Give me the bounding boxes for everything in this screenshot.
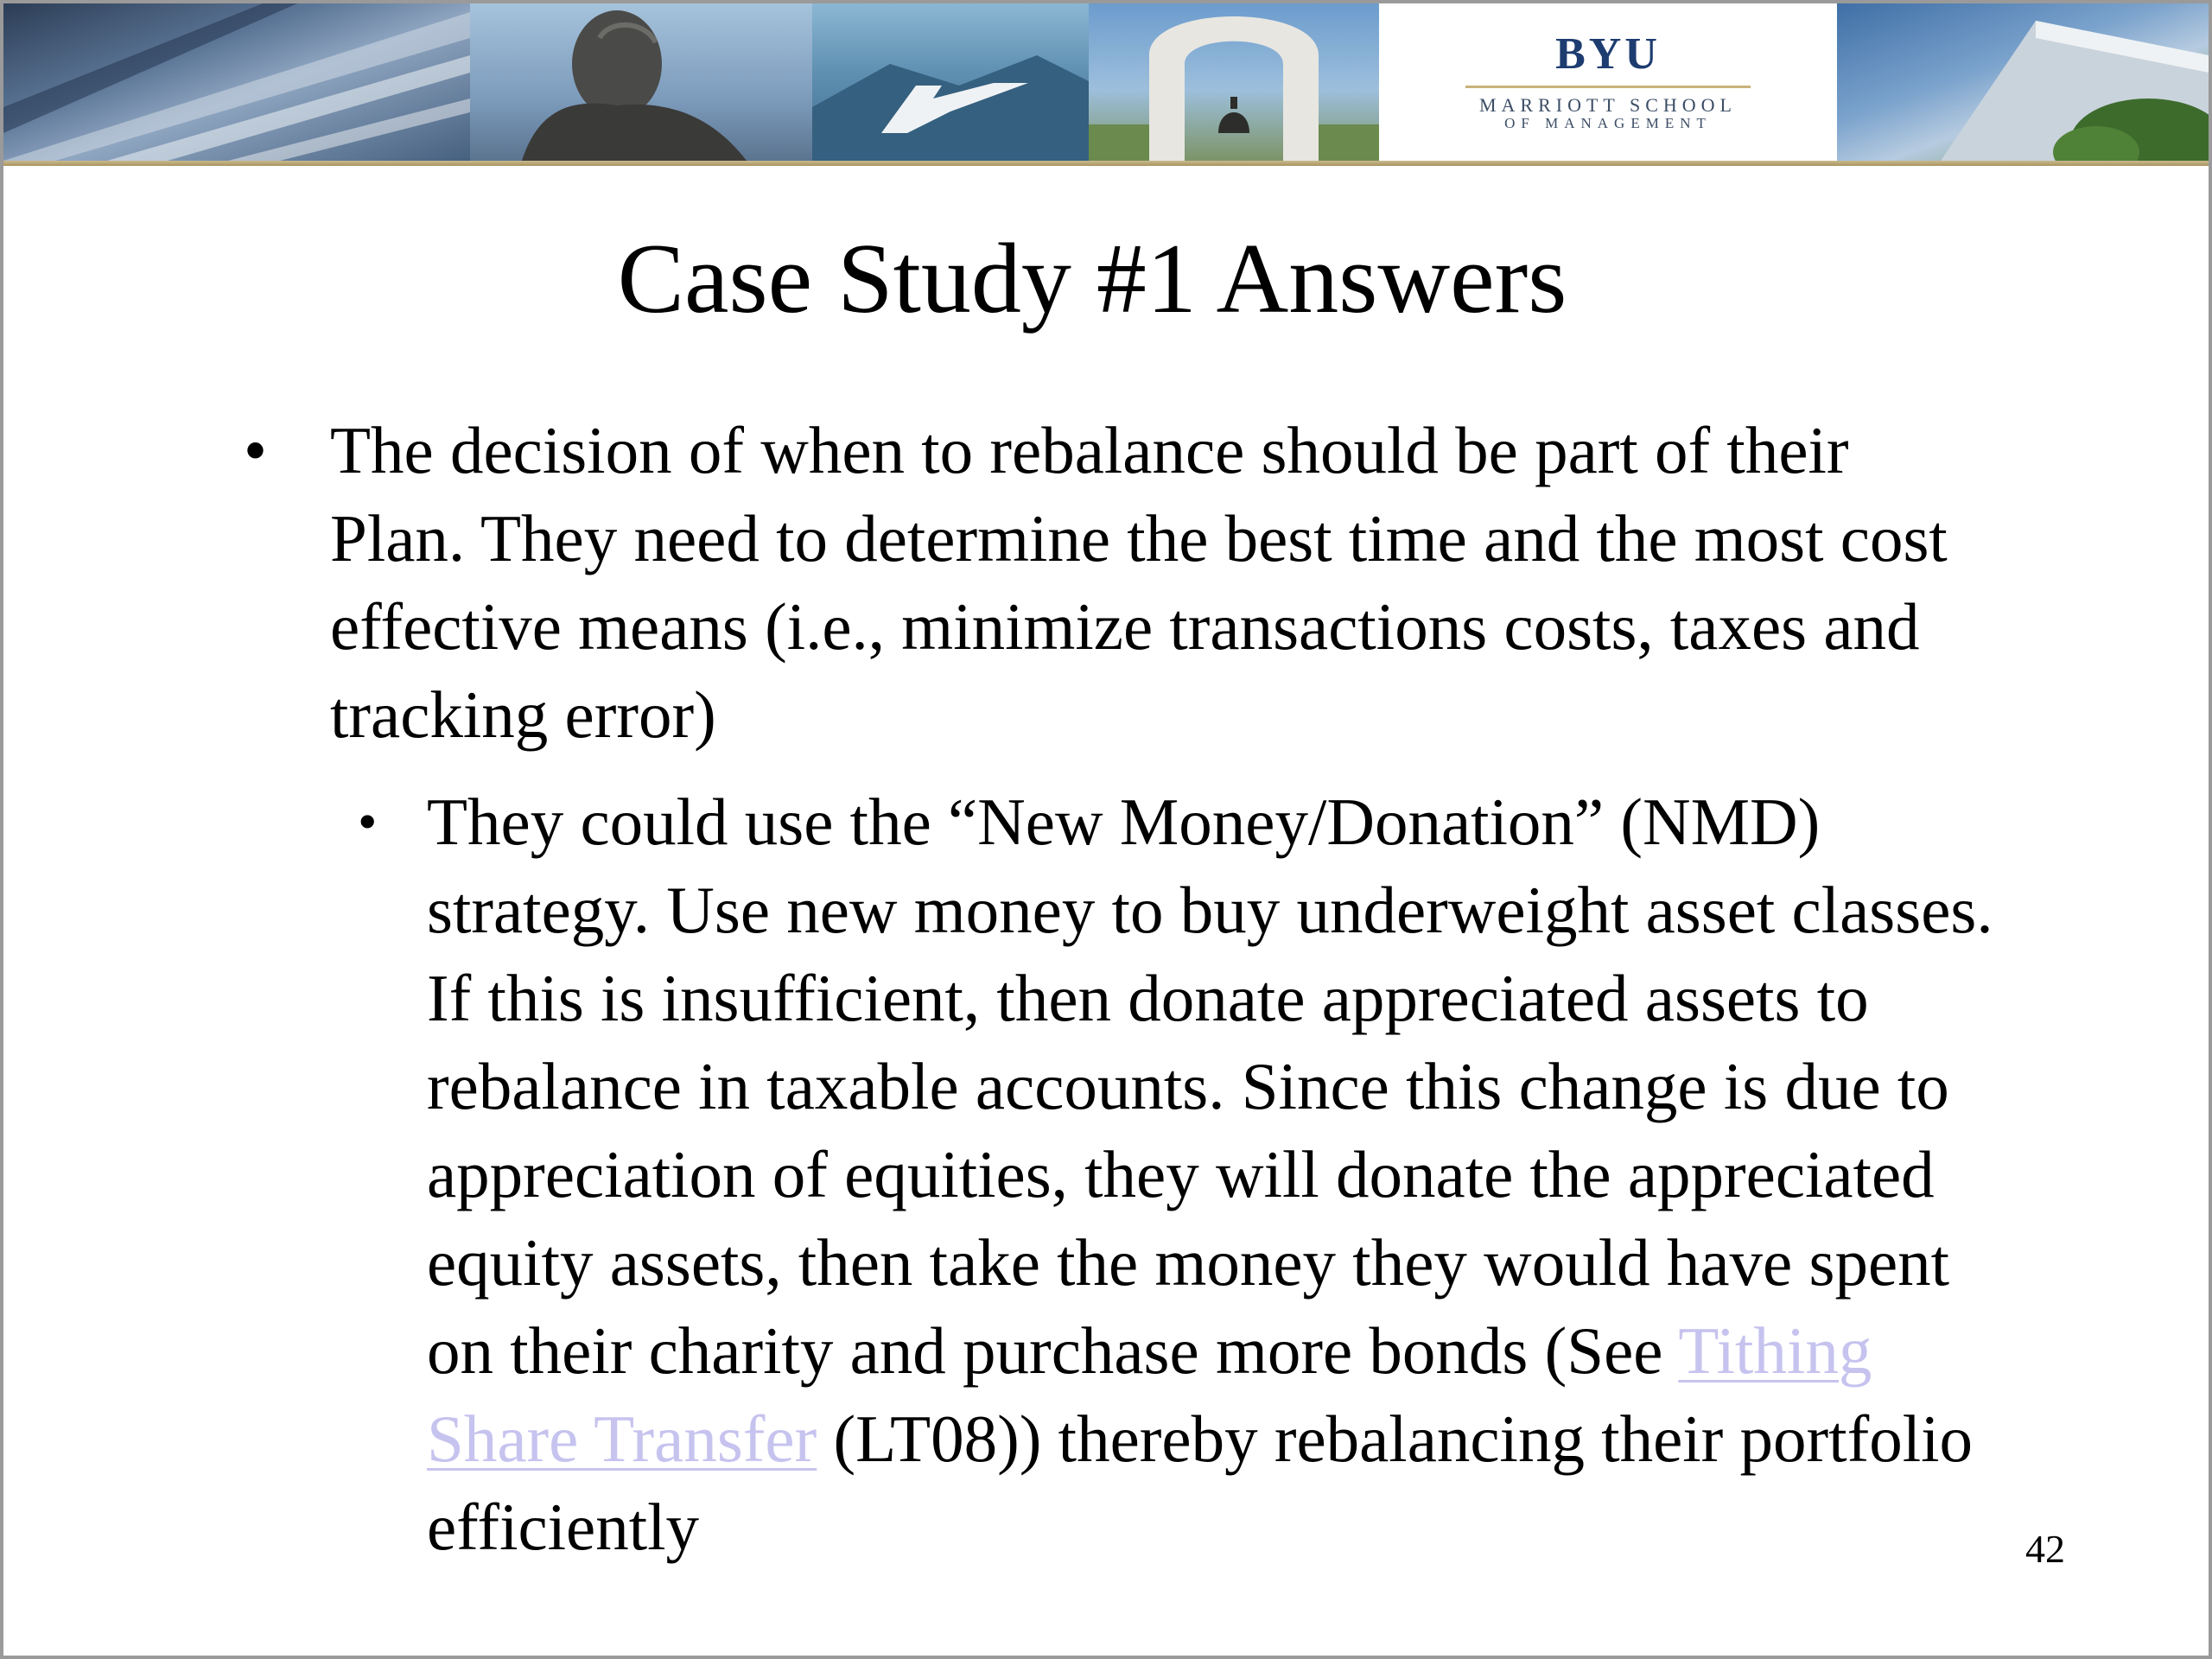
banner-photo-building [3,3,470,161]
logo-divider [1465,86,1751,88]
byu-logo [1379,3,1837,161]
logo-subtitle-2: OF MANAGEMENT [1504,115,1712,132]
building-lines-graphic [3,3,470,161]
bullet-item-2 [358,778,1999,1571]
banner-photo-building-tree [1837,3,2209,161]
header-banner [3,3,2209,161]
bell-tower-graphic [1089,3,1379,161]
bullet-text-before-link: They could use the “New Money/Donation” (NMD) strategy. Use new money to buy underweight asset classes. If this is insufficient, then donate appreciated assets to rebalance in taxable accounts. Since this change is due to appreciation of equities, they will donate the appreciated equity assets, then take the money they would have spent on their charity and purchase more bonds (See [427,785,1993,1388]
mountain-y-graphic [812,3,1089,161]
slide-title: Case Study #1 Answers [617,224,1567,334]
logo-main-text: BYU [1555,29,1661,79]
page-number: 42 [2025,1527,2065,1571]
banner-divider-rule [3,161,2209,166]
tithing-share-transfer-link[interactable]: Tithing Share Transfer [427,1313,1872,1476]
banner-photo-bell-tower [1089,3,1379,161]
statue-graphic [470,3,812,161]
building-tree-graphic [1837,3,2209,161]
bullet-dot-icon: • [358,791,378,852]
bullet-text: The decision of when to rebalance should be part of their Plan. They need to determine the best time and the most cost effective means (i.e., minimize transactions costs, taxes and tracking error) [330,413,1948,752]
bullet-dot-icon: • [244,413,267,487]
logo-subtitle-1: MARRIOTT SCHOOL [1478,94,1737,117]
bullet-text-after-link: (LT08)) thereby rebalancing their portfolio efficiently [427,1402,1974,1564]
banner-photo-mountain-y [812,3,1089,161]
bullet-item-1 [244,406,1955,759]
banner-photo-statue [470,3,812,161]
